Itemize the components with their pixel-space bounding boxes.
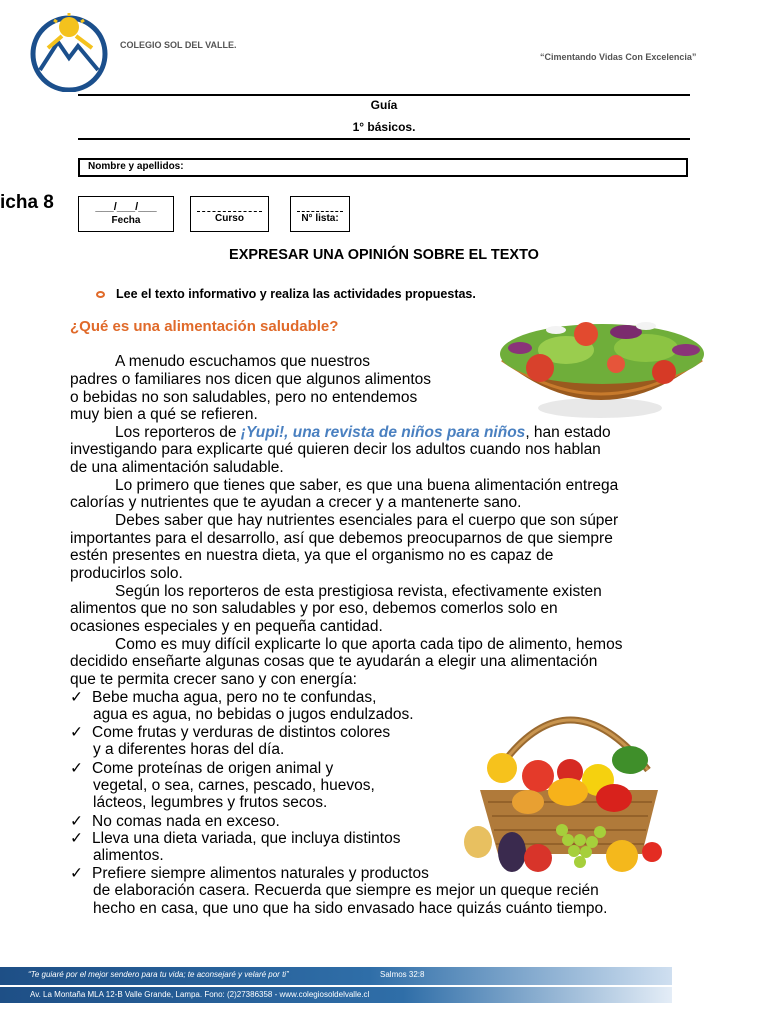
curso-line (197, 211, 262, 212)
guide-level: 1° básicos. (352, 120, 416, 134)
lista-label: N° lista: (301, 213, 339, 224)
p6-line1: Como es muy difícil explicarte lo que aporta cada tipo de alimento, hemos (115, 636, 623, 653)
p3-line2: calorías y nutrientes que te ayudan a crecer y a mantenerte sano. (70, 494, 522, 511)
fecha-box[interactable] (78, 196, 174, 232)
p4-line3: estén presentes en nuestra dieta, ya que el organismo no es capaz de (70, 547, 554, 564)
footer-address: Av. La Montaña MLA 12-B Valle Grande, Lampa. Fono: (2)27386358 - www.colegiosoldelvalle.cl (30, 990, 370, 999)
footer-verse-bar (0, 967, 672, 985)
check-mark: ✓ (70, 689, 83, 706)
lista-line (297, 211, 343, 212)
check-item-6-line2: de elaboración casera. Recuerda que siempre es mejor un queque recién (93, 882, 599, 899)
check-item-1-line1: Bebe mucha agua, pero no te confundas, (92, 689, 377, 706)
p6-line3: que te permita crecer sano y con energía: (70, 671, 357, 688)
p2-line2: investigando para explicarte qué quieren decir los adultos cuando nos hablan (70, 441, 601, 458)
check-item-3-line3: lácteos, legumbres y frutos secos. (93, 794, 328, 811)
check-item-5-line2: alimentos. (93, 847, 164, 864)
divider-bottom (78, 138, 690, 140)
check-item-4-line1: No comas nada en exceso. (92, 813, 280, 830)
fecha-line: ___/___/___ (95, 201, 157, 213)
name-field-label: Nombre y apellidos: (88, 161, 184, 172)
check-item-2-line1: Come frutas y verduras de distintos colores (92, 724, 391, 741)
check-item-1 (70, 688, 376, 707)
school-logo (28, 12, 110, 92)
p2-pre: Los reporteros de (115, 424, 241, 441)
reading-question: ¿Qué es una alimentación saludable? (70, 318, 339, 335)
ficha-label: icha 8 (0, 192, 54, 213)
lista-box[interactable] (290, 196, 350, 232)
guide-title: Guía (370, 98, 398, 112)
p6-line2: decidido enseñarte algunas cosas que te ayudarán a elegir una alimentación (70, 653, 598, 670)
check-mark: ✓ (70, 760, 83, 777)
fecha-label: Fecha (111, 215, 141, 226)
instruction-text: Lee el texto informativo y realiza las actividades propuestas. (116, 287, 476, 301)
check-item-3-line2: vegetal, o sea, carnes, pescado, huevos, (93, 777, 375, 794)
check-item-6 (70, 864, 429, 883)
p1-line2: padres o familiares nos dicen que algunos alimentos (70, 371, 432, 388)
check-mark: ✓ (70, 830, 83, 847)
p5-line2: alimentos que no son saludables y por eso, debemos comerlos solo en (70, 600, 558, 617)
divider-top (78, 94, 690, 96)
check-mark: ✓ (70, 865, 83, 882)
p4-line2: importantes para el desarrollo, así que debemos preocuparnos de que siempre (70, 530, 613, 547)
check-item-3-line1: Come proteínas de origen animal y (92, 760, 334, 777)
p1-line3: o bebidas no son saludables, pero no entendemos (70, 389, 418, 406)
name-field[interactable] (78, 158, 688, 177)
p2-line3: de una alimentación saludable. (70, 459, 284, 476)
p1-line4: muy bien a qué se refieren. (70, 406, 258, 423)
salad-bowl-image (496, 310, 716, 422)
p3-line1: Lo primero que tienes que saber, es que una buena alimentación entrega (115, 477, 619, 494)
check-item-5-line1: Lleva una dieta variada, que incluya distintos (92, 830, 401, 847)
footer-address-bar (0, 987, 672, 1003)
section-title: EXPRESAR UNA OPINIÓN SOBRE EL TEXTO (229, 247, 539, 263)
p1-line1: A menudo escuchamos que nuestros (115, 353, 371, 370)
p5-line3: ocasiones especiales y en pequeña cantidad. (70, 618, 383, 635)
check-item-2-line2: y a diferentes horas del día. (93, 741, 285, 758)
check-item-5 (70, 829, 400, 848)
p2-post: , han estado (525, 424, 611, 441)
p2-line1 (115, 424, 611, 442)
check-item-1-line2: agua es agua, no bebidas o jugos endulzados. (93, 706, 414, 723)
footer-verse-reference: Salmos 32:8 (380, 970, 425, 979)
school-name: COLEGIO SOL DEL VALLE. (120, 40, 237, 50)
check-mark: ✓ (70, 813, 83, 830)
magazine-name: ¡Yupi!, una revista de niños para niños (240, 424, 526, 441)
p4-line4: producirlos solo. (70, 565, 183, 582)
p4-line1: Debes saber que hay nutrientes esenciales para el cuerpo que son súper (115, 512, 619, 529)
bullet-icon (96, 291, 105, 298)
check-item-3 (70, 759, 333, 778)
footer-verse: “Te guiaré por el mejor sendero para tu vida; te aconsejaré y velaré por ti” (28, 970, 289, 979)
check-item-6-line3: hecho en casa, que uno que ha sido envasado hace quizás cuánto tiempo. (93, 900, 608, 917)
check-item-2 (70, 723, 390, 742)
check-mark: ✓ (70, 724, 83, 741)
curso-label: Curso (215, 213, 244, 224)
p5-line1: Según los reporteros de esta prestigiosa revista, efectivamente existen (115, 583, 602, 600)
check-item-6-line1: Prefiere siempre alimentos naturales y productos (92, 865, 429, 882)
curso-box[interactable] (190, 196, 269, 232)
fruit-basket-image (458, 690, 678, 880)
school-motto: “Cimentando Vidas Con Excelencia” (540, 52, 697, 62)
